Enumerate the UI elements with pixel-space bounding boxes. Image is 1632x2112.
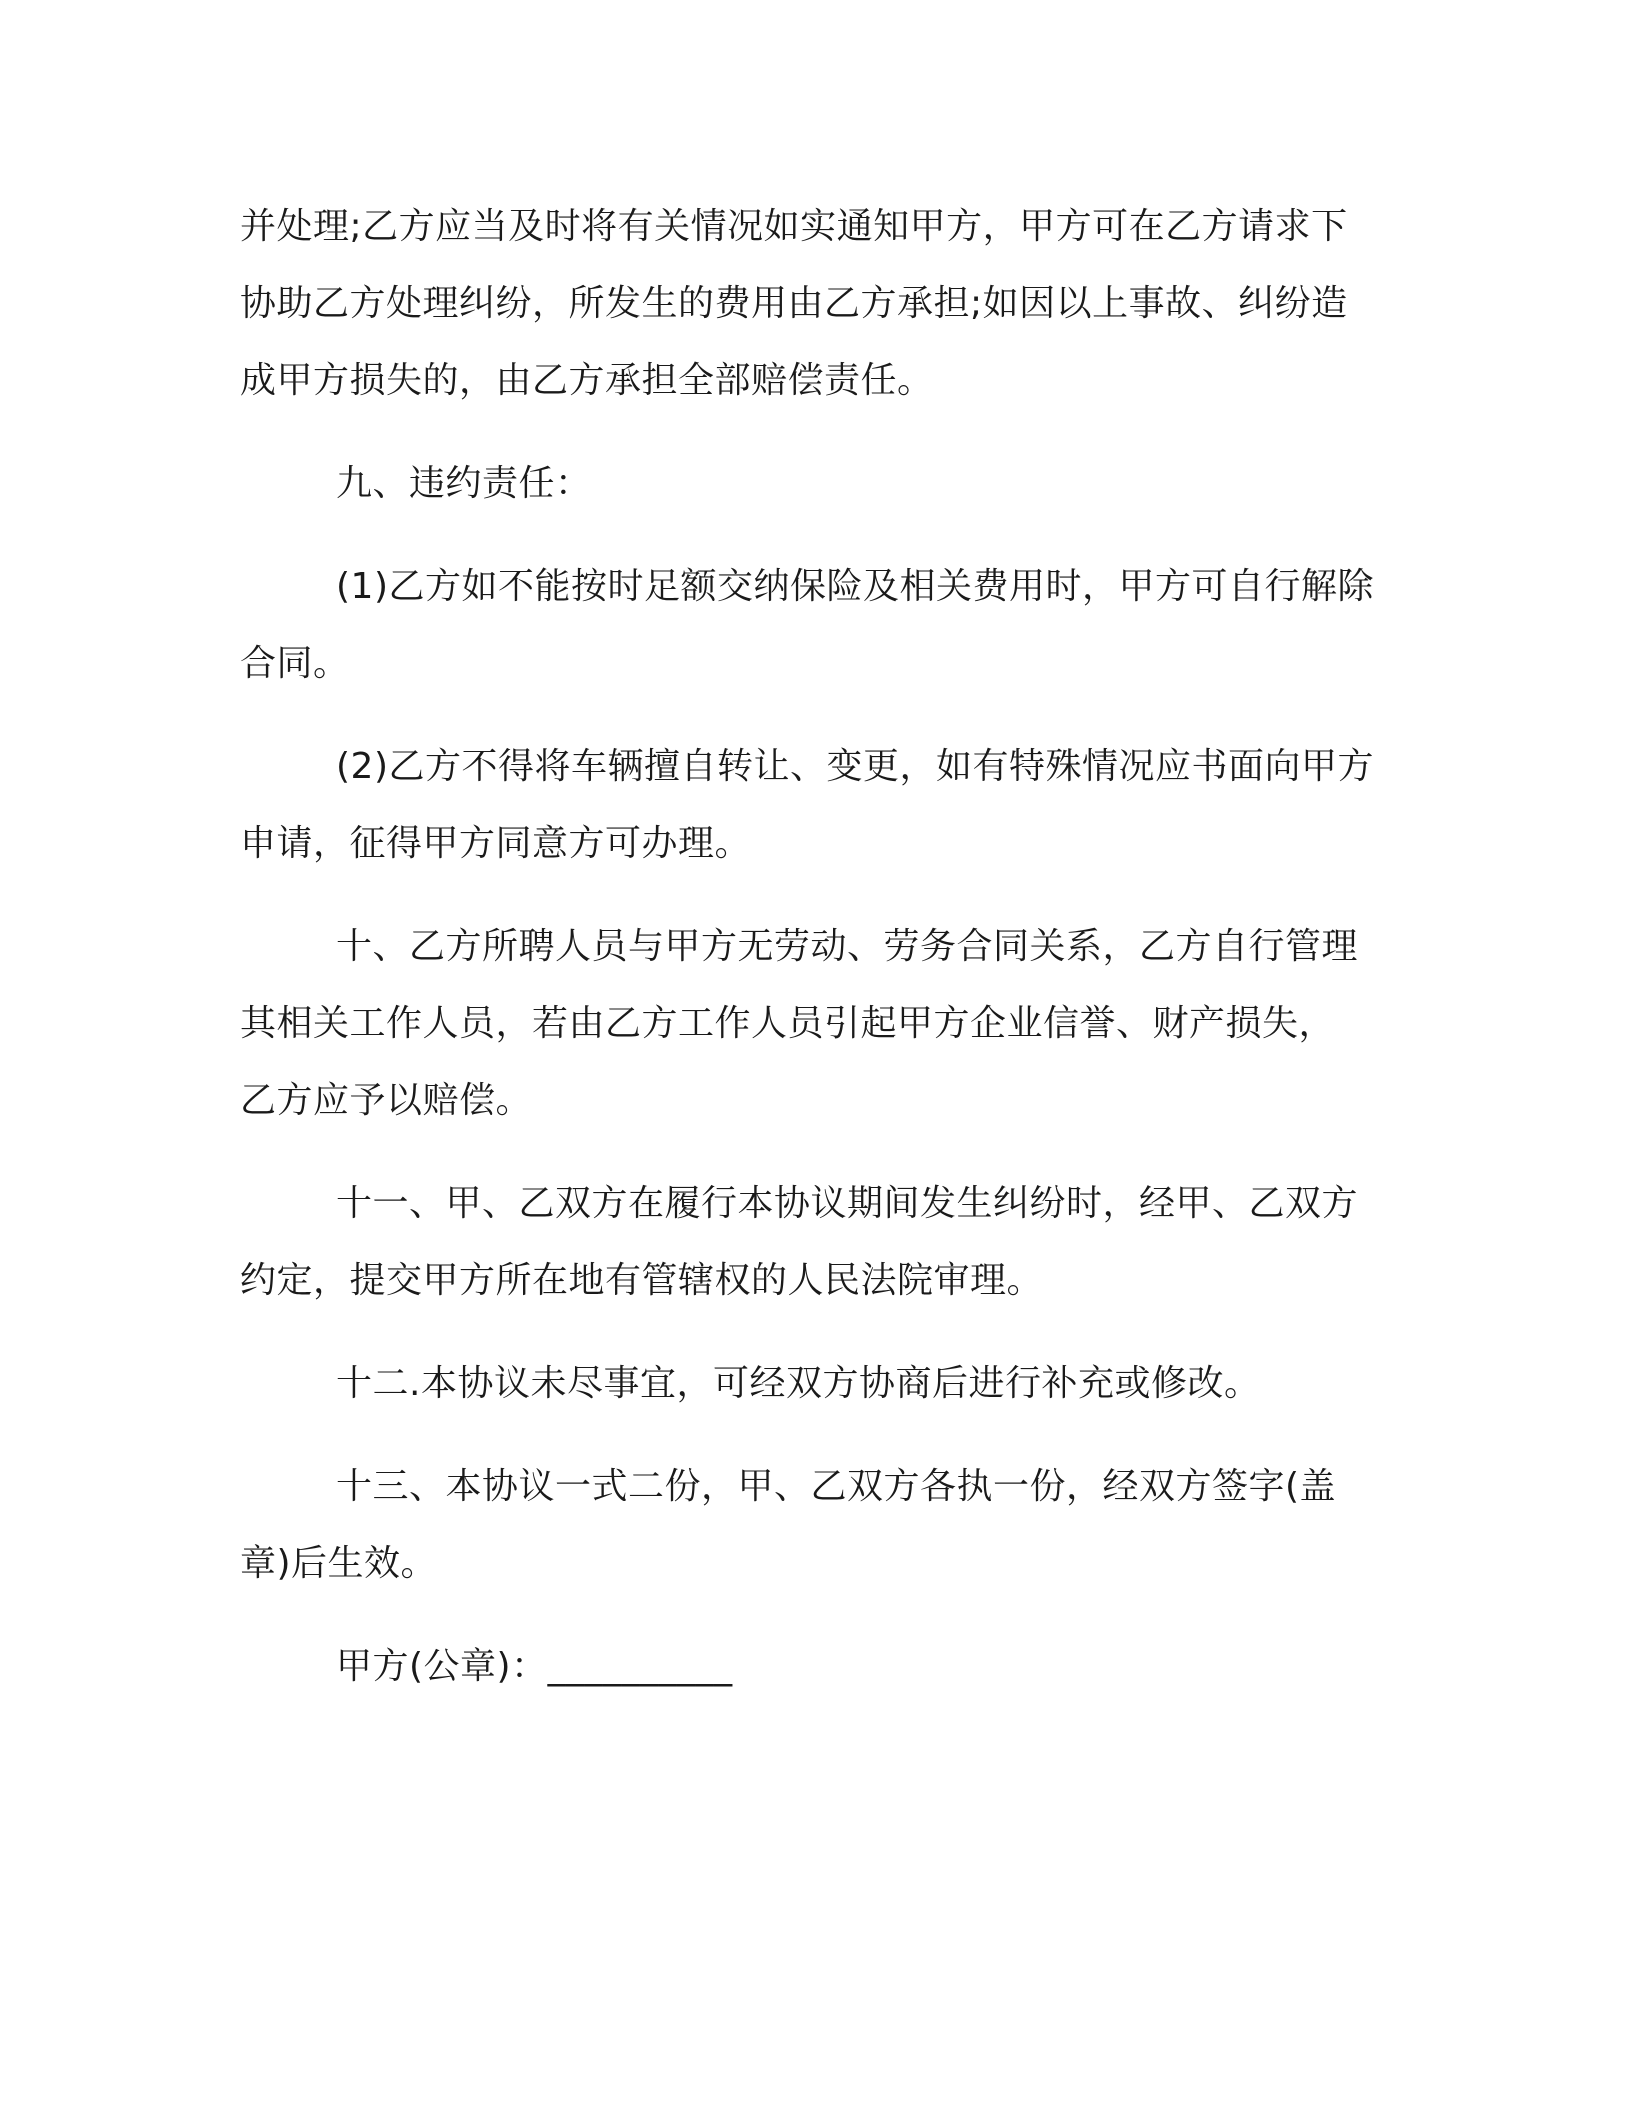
text-line: 申请，征得甲方同意方可办理。 [240,823,752,864]
text-line: 十三、本协议一式二份，甲、乙双方各执一份，经双方签字(盖 [336,1466,1337,1507]
clause-10 [240,908,1400,1139]
paragraph-continued [240,188,1400,419]
clause-9-2 [240,728,1400,882]
clause-13 [240,1448,1400,1602]
clause-11 [240,1165,1400,1319]
text-line: (2)乙方不得将车辆擅自转让、变更，如有特殊情况应书面向甲方 [336,746,1374,787]
clause-12 [240,1345,1400,1422]
text-line: 十二.本协议未尽事宜，可经双方协商后进行补充或修改。 [336,1363,1261,1404]
signature-blank: __________ [547,1646,733,1687]
text-line: 成甲方损失的，由乙方承担全部赔偿责任。 [240,360,934,401]
signature-label: 甲方(公章)： [336,1646,548,1687]
text-line: (1)乙方如不能按时足额交纳保险及相关费用时，甲方可自行解除 [336,566,1374,607]
document-body [240,188,1400,1731]
text-line: 并处理;乙方应当及时将有关情况如实通知甲方，甲方可在乙方请求下 [240,206,1348,247]
section-heading-breach-liability [240,445,1400,522]
clause-9-1 [240,548,1400,702]
text-line: 九、违约责任： [336,463,592,504]
text-line: 乙方应予以赔偿。 [240,1080,533,1121]
text-line: 十、乙方所聘人员与甲方无劳动、劳务合同关系，乙方自行管理 [336,926,1359,967]
text-line: 协助乙方处理纠纷，所发生的费用由乙方承担;如因以上事故、纠纷造 [240,283,1348,324]
text-line: 约定，提交甲方所在地有管辖权的人民法院审理。 [240,1260,1044,1301]
text-line: 合同。 [240,643,350,684]
text-line: 章)后生效。 [240,1543,438,1584]
signature-line-party-a [240,1628,1400,1705]
text-line: 其相关工作人员，若由乙方工作人员引起甲方企业信誉、财产损失， [240,1003,1336,1044]
text-line: 十一、甲、乙双方在履行本协议期间发生纠纷时，经甲、乙双方 [336,1183,1359,1224]
